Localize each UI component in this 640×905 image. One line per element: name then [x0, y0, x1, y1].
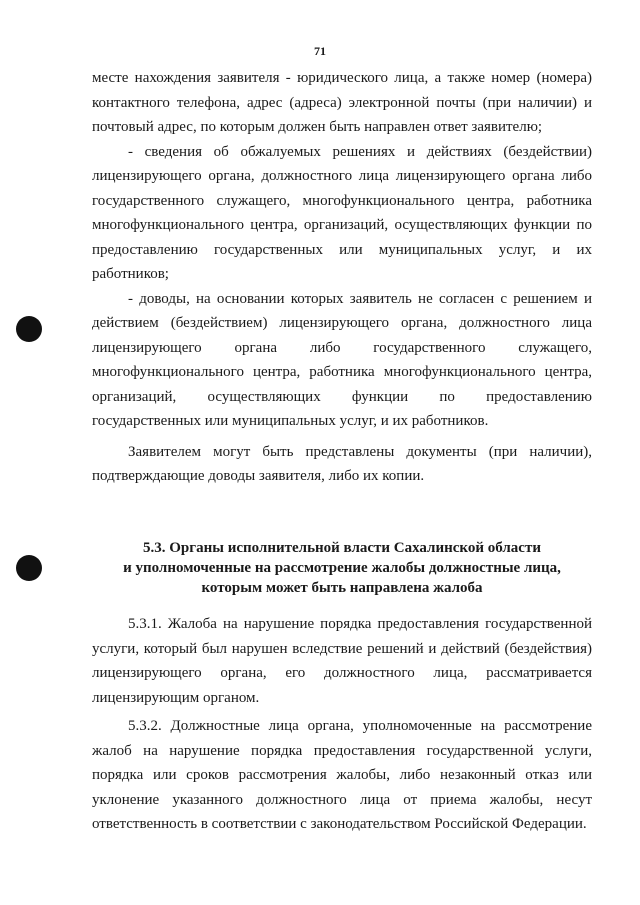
punch-hole [16, 316, 42, 342]
paragraph-5-3-2: 5.3.2. Должностные лица органа, уполномоченные на рассмотрение жалоб на нарушение порядка предоставления государственной услуги, порядка или сроков рассмотрения жалобы, либо незаконный отказ или уклонение указанного должностного лица от приема жалобы, несут ответственность в соответствии с законодательством Российской Федерации. [92, 718, 592, 832]
paragraph-arguments: - доводы, на основании которых заявитель не согласен с решением и действием (бездействием) лицензирующего органа, должностного лица лицензирующего органа либо государственного служащего, многофункционального центра, работника многофункционального центра, организаций, осуществляющих функции по предоставлению государственных или муниципальных услуг, и их работников. [92, 290, 592, 429]
page-number: 71 [314, 44, 326, 58]
section-heading-line: которым может быть направлена жалоба [201, 580, 483, 596]
body-text-upper [92, 66, 592, 489]
paragraph-documents: Заявителем могут быть представлены документы (при наличии), подтверждающие доводы заявителя, либо их копии. [92, 443, 592, 484]
body-text-lower [92, 612, 592, 837]
section-heading [92, 538, 592, 598]
section-heading-line: и уполномоченные на рассмотрение жалобы должностные лица, [123, 560, 561, 576]
paragraph-5-3-1: 5.3.1. Жалоба на нарушение порядка предоставления государственной услуги, который был нарушен вследствие решений и действий (бездействия) лицензирующего органа, его должностного лица, рассматривается лицензирующим органом. [92, 616, 592, 706]
paragraph-applicant-address: месте нахождения заявителя - юридического лица, а также номер (номера) контактного телефона, адрес (адреса) электронной почты (при наличии) и почтовый адрес, по которым должен быть направлен ответ заявителю; [92, 70, 592, 135]
section-heading-line: 5.3. Органы исполнительной власти Сахалинской области [143, 540, 541, 556]
punch-hole [16, 555, 42, 581]
paragraph-decisions-info: - сведения об обжалуемых решениях и действиях (бездействии) лицензирующего органа, должностного лица лицензирующего органа либо государственного служащего, многофункционального центра, работника многофункционального центра, организаций, осуществляющих функции по предоставлению государственных или муниципальных услуг, и их работников; [92, 143, 592, 282]
